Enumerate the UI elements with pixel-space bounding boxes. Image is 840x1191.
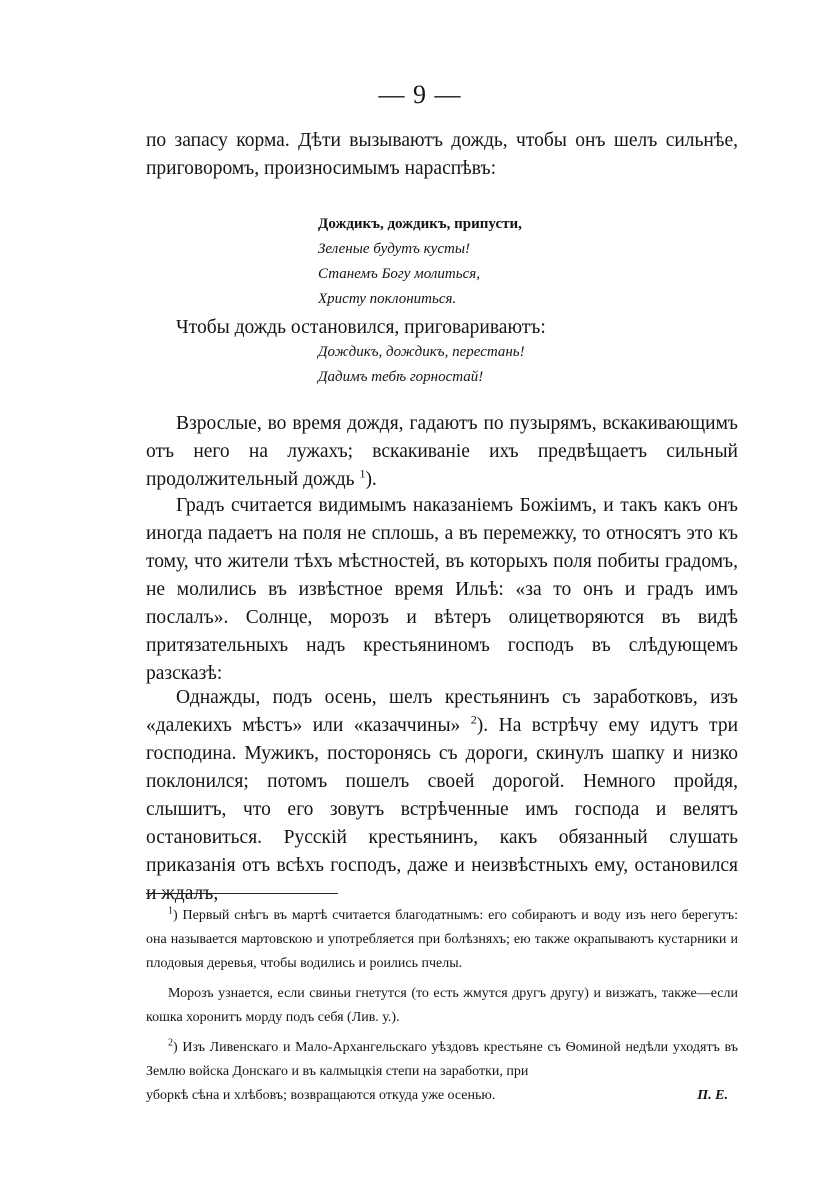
footnote-ref-2: 2 (470, 712, 477, 727)
paragraph-story-text (146, 684, 738, 908)
paragraph-hail (146, 492, 738, 688)
verse-line: Зеленые будутъ кусты! (318, 241, 470, 257)
footnote-2 (146, 1036, 738, 1084)
signature: П. Е. (697, 1088, 728, 1103)
footnote-1-mark: 1 (168, 905, 173, 917)
verse-line: Станемъ Богу молиться, (318, 266, 480, 282)
footnote-2-mark: 2 (168, 1037, 173, 1049)
paragraph-stop-rain (146, 314, 738, 342)
footnote-2-last-line (146, 1084, 738, 1108)
paragraph-adults-end: ). (365, 469, 377, 490)
paragraph-adults (146, 410, 738, 494)
footnote-ref-1: 1 (359, 466, 366, 481)
paragraph-hail-text: Градъ считается видимымъ наказанiемъ Божiимъ, и такъ какъ онъ иногда падаетъ на поля не сплошь, а въ перемежку, то относятъ это къ тому, что жители тѣхъ мѣстностей, въ которыхъ поля побиты градомъ, не молились въ извѣстное время Ильѣ: «за то онъ и градъ имъ послалъ». Солнце, морозъ и вѣтеръ олицетворяются въ видѣ притязательныхъ надъ крестьяниномъ господъ въ слѣдующемъ разсказѣ: (146, 495, 738, 684)
paragraph-stop-text: Чтобы дождь остановился, приговариваютъ: (176, 317, 546, 338)
verse-rain-chant (318, 212, 522, 312)
verse-line: Христу поклониться. (318, 291, 457, 307)
paragraph-story-start: Однажды, подъ осень, шелъ крестьянинъ съ заработковъ, изъ «далекихъ мѣстъ» или «казаччины» (146, 687, 738, 736)
footnotes (146, 904, 738, 1114)
page-number: — 9 — (378, 80, 462, 109)
verse-line: Дождикъ, дождикъ, припусти, (318, 216, 522, 232)
paragraph-intro (146, 127, 738, 183)
paragraph-adults-body: Взрослые, во время дождя, гадаютъ по пузырямъ, вскакивающимъ отъ него на лужахъ; вскакиванiе ихъ предвѣщаетъ сильный продолжительный дождь (146, 413, 738, 490)
footnote-2-text: ) Изъ Ливенскаго и Мало-Архангельскаго уѣздовъ крестьяне съ Ѳоминой недѣли уходятъ въ Землю войска Донскаго и въ калмыцкiя степи на заработки, при (146, 1040, 738, 1079)
footnote-1 (146, 904, 738, 976)
paragraph-intro-text: по запасу корма. Дѣти вызываютъ дождь, чтобы онъ шелъ сильнѣе, приговоромъ, произносимымъ нараспѣвъ: (146, 130, 738, 179)
footnote-divider (146, 893, 338, 894)
verse-line: Дождикъ, дождикъ, перестань! (318, 344, 525, 360)
paragraph-adults-text (146, 410, 738, 494)
paragraph-story-rest: ). На встрѣчу ему идутъ три господина. Мужикъ, посторонясь съ дороги, скинулъ шапку и низко поклонился; потомъ пошелъ своей дорогой. Немного пройдя, слышитъ, что его зовутъ встрѣченные имъ господа и велятъ остановиться. Русскiй крестьянинъ, какъ обязанный слушать приказанiя отъ всѣхъ господъ, даже и неизвѣстныхъ ему, остановился и ждалъ, (146, 715, 739, 904)
paragraph-story (146, 684, 738, 908)
footnote-2-last: уборкѣ сѣна и хлѣбовъ; возвращаются откуда уже осенью. (146, 1088, 496, 1103)
verse-line: Дадимъ тебѣ горностай! (318, 369, 484, 385)
footnote-1-text: ) Первый снѣгъ въ мартѣ считается благодатнымъ: его собираютъ и воду изъ него берегутъ: она называется мартовскою и употребляется при болѣзняхъ; ею также окрапываютъ кустарники и плодовыя деревья, чтобы водились и роились пчелы. (146, 908, 738, 971)
verse-stop-chant (318, 340, 525, 390)
footnote-1-extra: Морозъ узнается, если свиньи гнетутся (то есть жмутся другъ другу) и визжатъ, также—если кошка хоронитъ морду подъ себя (Лив. у.). (146, 986, 738, 1025)
